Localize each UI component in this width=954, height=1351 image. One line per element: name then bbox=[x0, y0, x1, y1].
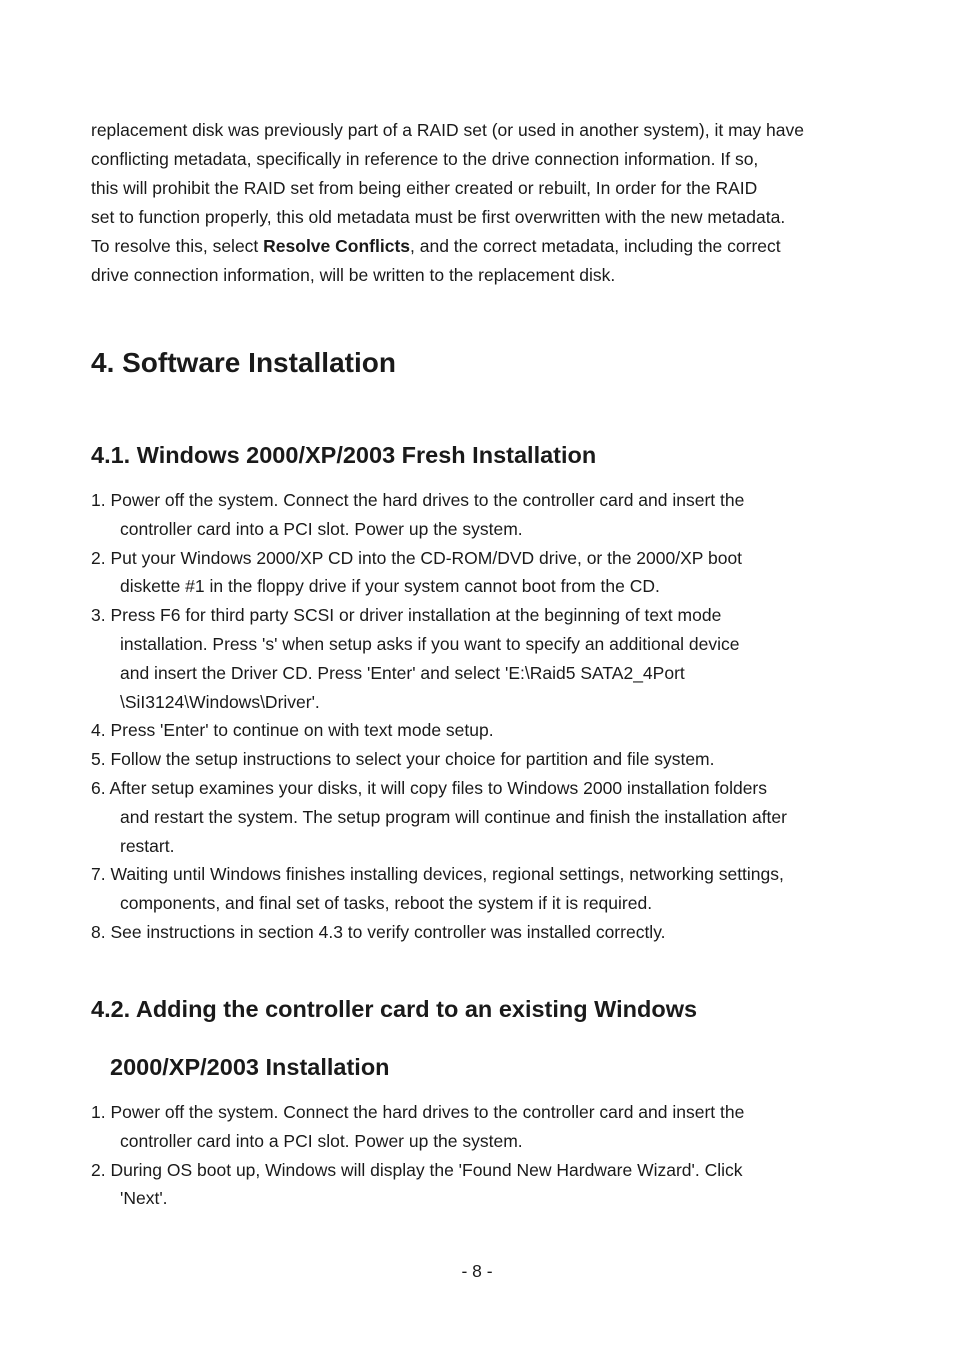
existing-install-steps bbox=[91, 1098, 871, 1213]
fresh-install-steps bbox=[91, 486, 871, 947]
step-text: 6. After setup examines your disks, it will copy files to Windows 2000 installation folders bbox=[91, 777, 768, 798]
step-text-continued: controller card into a PCI slot. Power up the system. bbox=[120, 1130, 523, 1151]
paragraph-line: conflicting metadata, specifically in reference to the drive connection information. If so, bbox=[91, 149, 759, 169]
paragraph-text: , and the correct metadata, including the correct bbox=[410, 236, 781, 256]
step-text-continued: \SiI3124\Windows\Driver'. bbox=[120, 691, 320, 712]
section-4-heading: 4. Software Installation bbox=[91, 347, 396, 378]
paragraph-text: To resolve this, select bbox=[91, 236, 264, 256]
step-text: 2. Put your Windows 2000/XP CD into the CD-ROM/DVD drive, or the 2000/XP boot bbox=[91, 547, 743, 568]
step-text-continued: components, and final set of tasks, reboot the system if it is required. bbox=[120, 893, 653, 914]
paragraph-line: drive connection information, will be written to the replacement disk. bbox=[91, 265, 616, 285]
list-item bbox=[91, 1156, 871, 1214]
resolve-conflicts-term: Resolve Conflicts bbox=[263, 236, 411, 256]
list-item bbox=[91, 1098, 871, 1156]
step-text-continued: restart. bbox=[120, 835, 175, 856]
step-text: 1. Power off the system. Connect the hard drives to the controller card and insert the bbox=[91, 1102, 745, 1122]
step-text-continued: diskette #1 in the floppy drive if your system cannot boot from the CD. bbox=[120, 576, 660, 597]
paragraph-line bbox=[91, 232, 871, 261]
list-item bbox=[91, 918, 871, 947]
list-item bbox=[91, 716, 871, 745]
list-item bbox=[91, 860, 871, 918]
step-text: 5. Follow the setup instructions to select your choice for partition and file system. bbox=[91, 749, 715, 770]
step-text: 4. Press 'Enter' to continue on with text mode setup. bbox=[91, 720, 494, 741]
intro-paragraph bbox=[91, 116, 871, 290]
paragraph-line: this will prohibit the RAID set from being either created or rebuilt, In order for the RAID bbox=[91, 178, 758, 198]
step-text: 8. See instructions in section 4.3 to verify controller was installed correctly. bbox=[91, 921, 666, 942]
step-text: 1. Power off the system. Connect the hard drives to the controller card and insert the bbox=[91, 490, 745, 510]
step-text-continued: controller card into a PCI slot. Power up the system. bbox=[120, 518, 523, 539]
step-text-continued: 'Next'. bbox=[120, 1188, 168, 1209]
step-text-continued: and restart the system. The setup program will continue and finish the installation after bbox=[120, 806, 787, 827]
page-number: - 8 - bbox=[461, 1261, 493, 1281]
step-text: 7. Waiting until Windows finishes installing devices, regional settings, networking settings, bbox=[91, 864, 784, 885]
list-item bbox=[91, 486, 871, 544]
list-item bbox=[91, 774, 871, 860]
list-item bbox=[91, 745, 871, 774]
step-text: 3. Press F6 for third party SCSI or driver installation at the beginning of text mode bbox=[91, 605, 722, 626]
section-4-2-heading: 4.2. Adding the controller card to an existing Windows bbox=[91, 996, 698, 1022]
list-item bbox=[91, 601, 871, 716]
list-item bbox=[91, 544, 871, 602]
paragraph-line: set to function properly, this old metadata must be first overwritten with the new metadata. bbox=[91, 207, 786, 227]
step-text: 2. During OS boot up, Windows will display the 'Found New Hardware Wizard'. Click bbox=[91, 1159, 743, 1180]
step-text-continued: installation. Press 's' when setup asks if you want to specify an additional device bbox=[120, 633, 740, 654]
section-4-2-heading-continued: 2000/XP/2003 Installation bbox=[110, 1054, 390, 1080]
paragraph-line: replacement disk was previously part of a RAID set (or used in another system), it may have bbox=[91, 120, 804, 140]
section-4-1-heading: 4.1. Windows 2000/XP/2003 Fresh Installation bbox=[91, 442, 597, 468]
step-text-continued: and insert the Driver CD. Press 'Enter' and select 'E:\Raid5 SATA2_4Port bbox=[120, 662, 685, 683]
